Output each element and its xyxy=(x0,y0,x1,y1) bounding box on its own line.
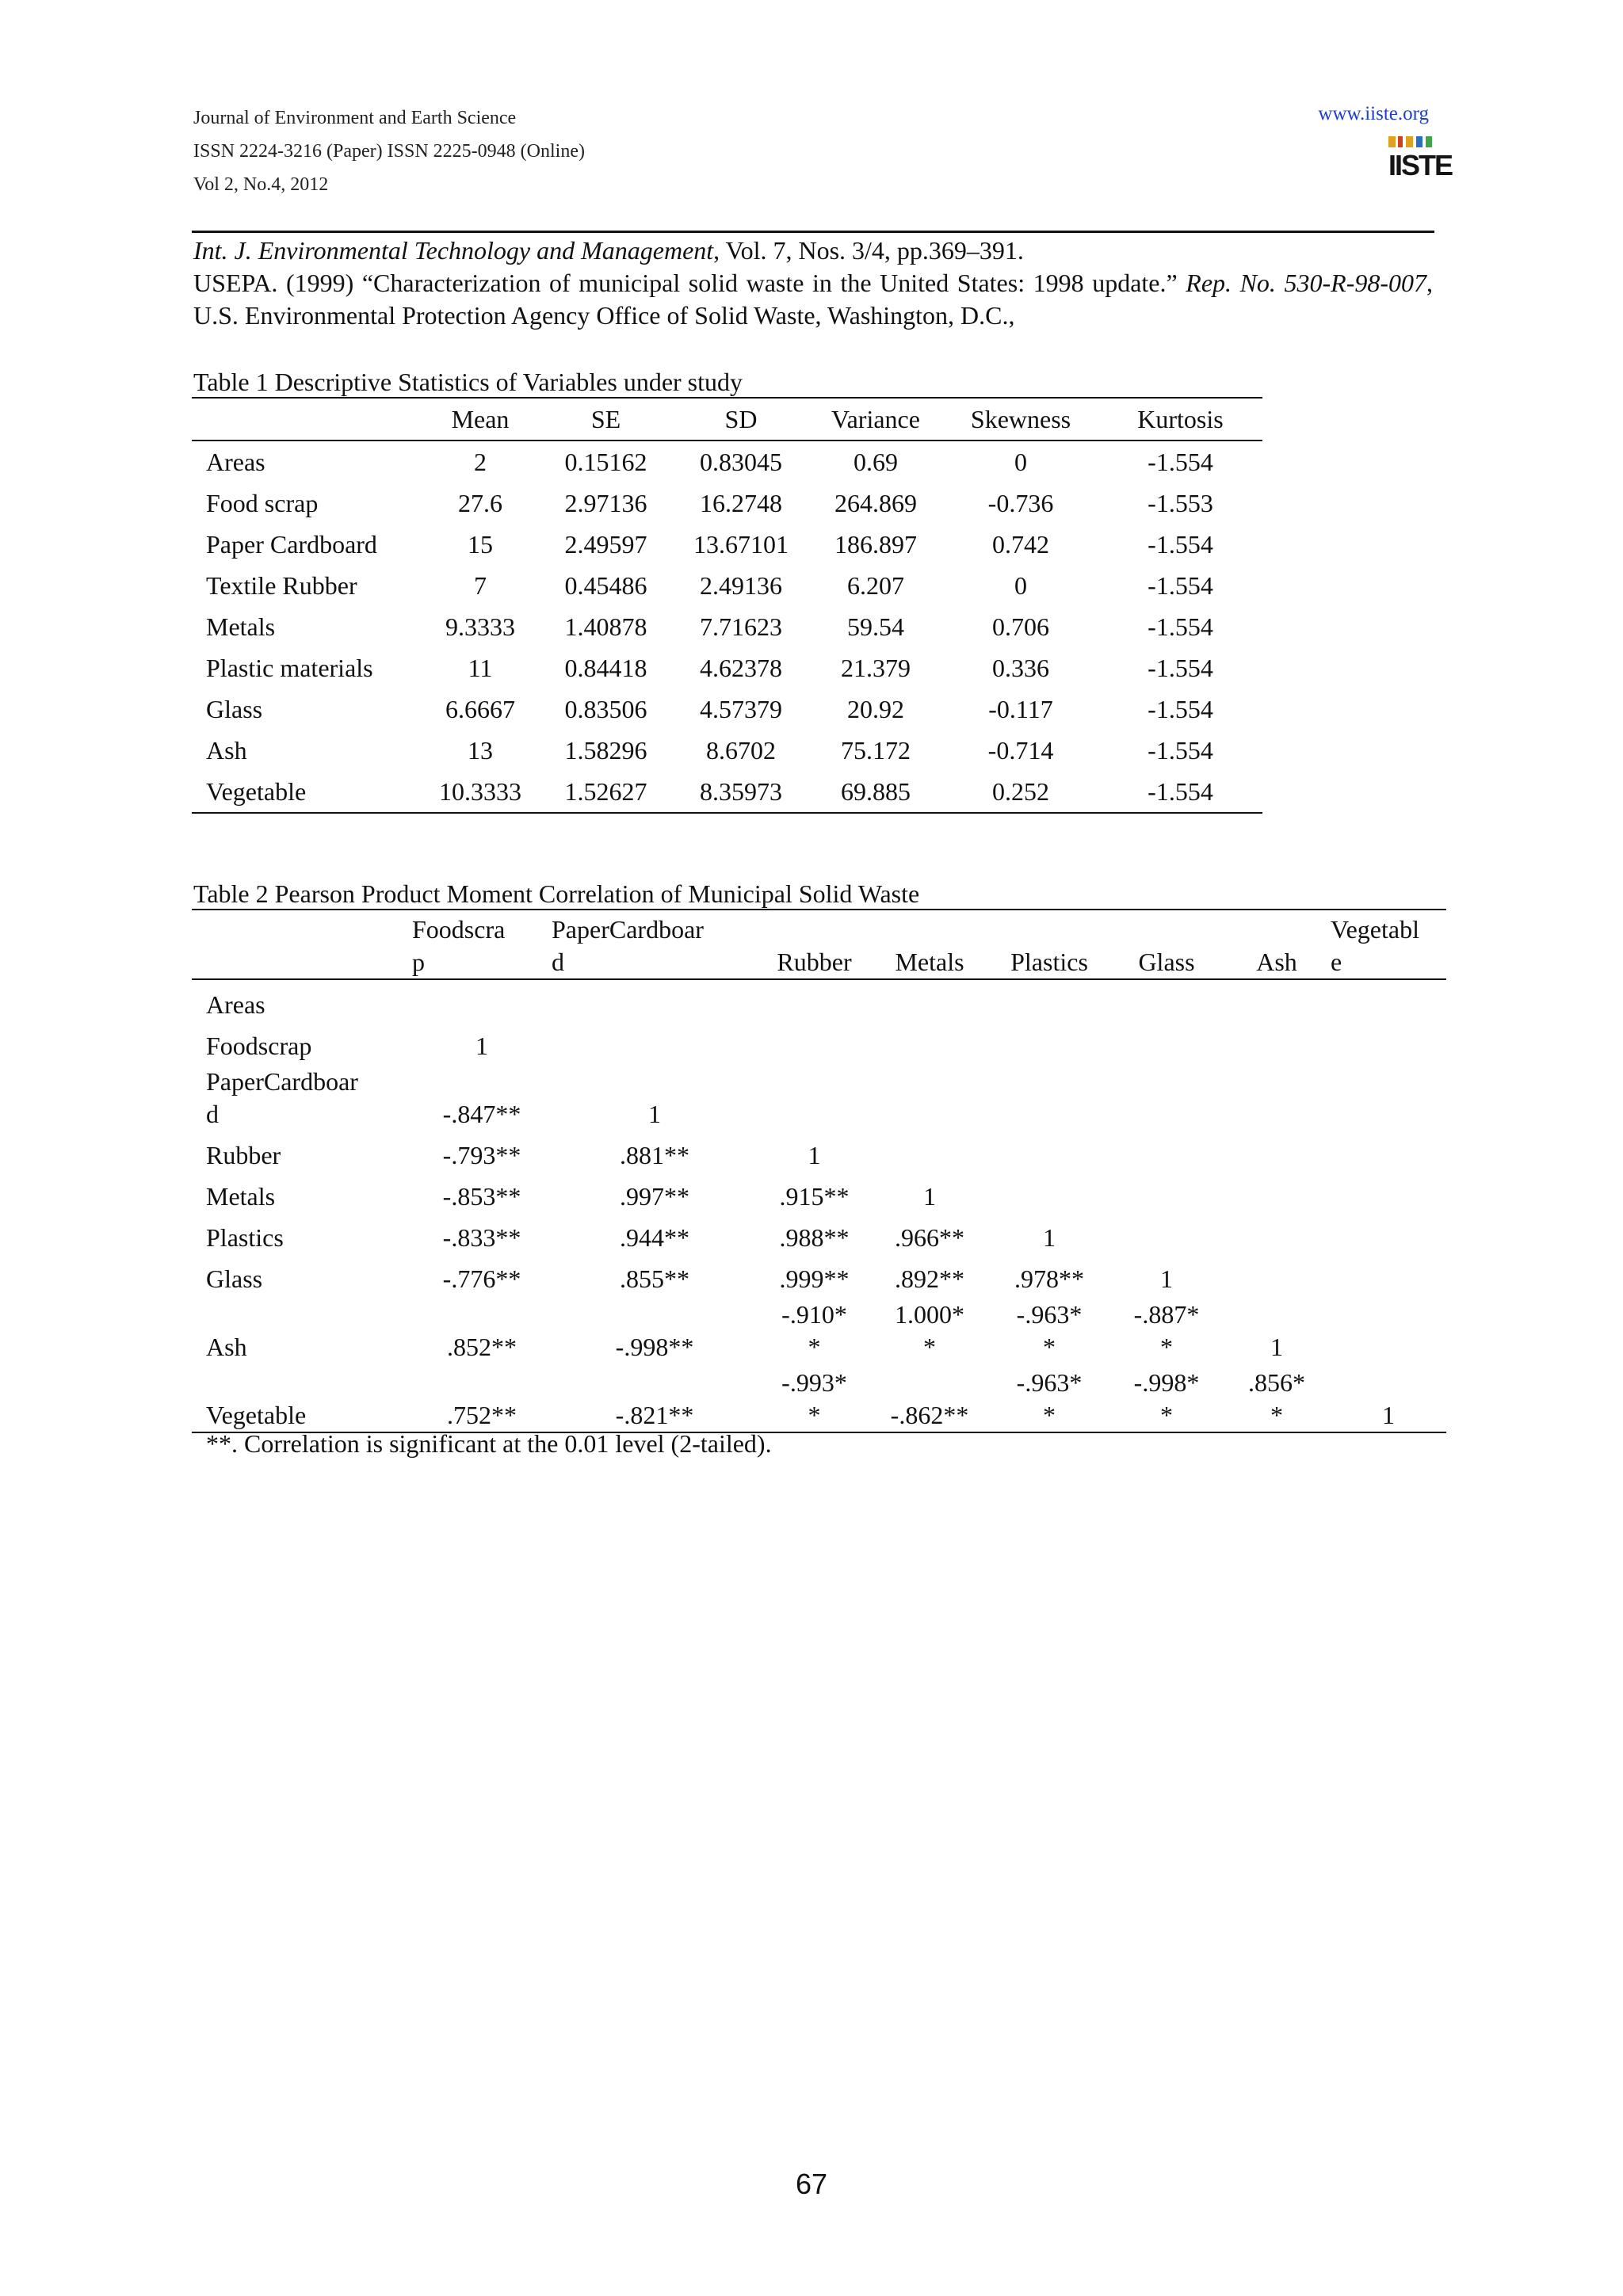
table-cell xyxy=(552,1172,758,1213)
column-header: Mean xyxy=(422,398,538,441)
cell-line: 1 xyxy=(1160,1264,1173,1293)
table-cell: 0.83506 xyxy=(564,694,647,723)
cell-line: .855** xyxy=(620,1264,689,1293)
table-row xyxy=(192,647,1262,688)
table-row xyxy=(192,771,1262,813)
table-cell: 2.49136 xyxy=(700,570,782,600)
references xyxy=(193,235,1433,332)
column-header: Variance xyxy=(808,398,943,441)
table-cell: 0.252 xyxy=(992,776,1049,806)
row-label xyxy=(192,1213,412,1254)
row-label xyxy=(192,1363,412,1432)
cell-line: .752** xyxy=(447,1401,517,1429)
header-cell xyxy=(192,910,412,979)
table-cell: 0.84418 xyxy=(564,653,647,682)
table-cell xyxy=(1223,1172,1331,1213)
table-cell: 2.97136 xyxy=(564,488,647,517)
table-cell: 10.3333 xyxy=(439,776,521,806)
table-cell: 7 xyxy=(474,570,487,600)
table-cell: 0.336 xyxy=(992,653,1049,682)
cell-line: .999** xyxy=(779,1264,850,1293)
cell-line: Areas xyxy=(206,990,265,1019)
cell-line: -.821** xyxy=(615,1401,694,1429)
ref-journal-title: Int. J. Environmental Technology and Management xyxy=(193,236,714,265)
table-cell xyxy=(871,1213,988,1254)
cell-line: 1 xyxy=(648,1100,661,1128)
table-cell: 8.6702 xyxy=(706,735,776,765)
cell-line: * xyxy=(1043,1333,1056,1361)
header-rule xyxy=(192,231,1434,233)
column-header: SE xyxy=(538,398,674,441)
row-label: Areas xyxy=(206,447,265,476)
column-header xyxy=(1110,910,1223,979)
descriptive-statistics-table xyxy=(192,397,1262,814)
table-row xyxy=(192,1172,1446,1213)
table-cell xyxy=(1331,1363,1446,1432)
journal-volume: Vol 2, No.4, 2012 xyxy=(193,174,329,195)
cell-line: Ash xyxy=(206,1333,247,1361)
table-row xyxy=(192,1254,1446,1295)
cell-line: * xyxy=(1043,1401,1056,1429)
cell-line: Foodscra xyxy=(412,915,506,944)
cell-line: -.853** xyxy=(442,1182,521,1211)
row-label xyxy=(192,1021,412,1062)
table-cell xyxy=(1223,1062,1331,1131)
row-label xyxy=(192,1131,412,1172)
row-label: Ash xyxy=(206,735,247,765)
cell-line: -.776** xyxy=(442,1264,521,1293)
table-cell: 0 xyxy=(1014,447,1027,476)
cell-line: Metals xyxy=(206,1182,276,1211)
column-header: Skewness xyxy=(943,398,1098,441)
page-number: 67 xyxy=(795,2168,828,2200)
table-cell xyxy=(758,1295,871,1363)
table-cell: 0.706 xyxy=(992,612,1049,641)
table-cell xyxy=(871,1062,988,1131)
cell-line: p xyxy=(412,948,425,976)
table-cell: 2 xyxy=(474,447,487,476)
table-cell xyxy=(552,1021,758,1062)
row-label: Glass xyxy=(206,694,263,723)
cell-line: .852** xyxy=(447,1333,517,1361)
table-row xyxy=(192,1213,1446,1254)
table-cell xyxy=(988,1213,1110,1254)
table-cell xyxy=(988,1062,1110,1131)
table-cell xyxy=(1223,1254,1331,1295)
cell-line: 1.000* xyxy=(895,1300,964,1329)
table-cell xyxy=(1223,1021,1331,1062)
table-cell xyxy=(1110,1131,1223,1172)
cell-line: 1 xyxy=(1270,1333,1283,1361)
table-cell xyxy=(1331,1131,1446,1172)
table-row xyxy=(192,730,1262,771)
table-cell xyxy=(871,1254,988,1295)
table-row xyxy=(192,1363,1446,1432)
table-cell: 1.52627 xyxy=(564,776,647,806)
journal-name: Journal of Environment and Earth Science xyxy=(193,108,517,128)
ref-journal-details: , Vol. 7, Nos. 3/4, pp.369–391. xyxy=(713,236,1024,265)
table-cell: 8.35973 xyxy=(700,776,782,806)
table-cell xyxy=(1331,1295,1446,1363)
table-cell: 0.15162 xyxy=(564,447,647,476)
table-row xyxy=(192,606,1262,647)
cell-line: Glass xyxy=(206,1264,263,1293)
table-cell xyxy=(412,979,552,1021)
ref-usepa-publisher: , U.S. Environmental Protection Agency Office of Solid Waste, Washington, D.C., xyxy=(193,269,1434,330)
row-label xyxy=(192,1172,412,1213)
table1-caption: Table 1 Descriptive Statistics of Variables under study xyxy=(193,368,743,396)
row-label xyxy=(192,1295,412,1363)
correlation-table xyxy=(192,909,1446,1433)
cell-line: .881** xyxy=(620,1141,689,1169)
cell-line: Vegetable xyxy=(206,1401,307,1429)
table-cell xyxy=(552,1254,758,1295)
table-cell: 21.379 xyxy=(841,653,911,682)
row-label: Metals xyxy=(206,612,276,641)
table-cell: 7.71623 xyxy=(700,612,782,641)
table-cell xyxy=(1110,1062,1223,1131)
table-cell xyxy=(1331,979,1446,1021)
cell-line: * xyxy=(808,1333,821,1361)
cell-line: d xyxy=(552,948,564,976)
cell-line: e xyxy=(1331,948,1342,976)
iiste-logo xyxy=(1387,136,1453,185)
table-cell xyxy=(988,1254,1110,1295)
table-cell: 9.3333 xyxy=(445,612,515,641)
cell-line: .988** xyxy=(779,1223,850,1252)
table-row xyxy=(192,524,1262,565)
cell-line: Rubber xyxy=(777,948,852,976)
logo-color-bars xyxy=(1387,136,1434,149)
table-cell: 6.6667 xyxy=(445,694,515,723)
row-label: Vegetable xyxy=(206,776,307,806)
table-cell: 69.885 xyxy=(841,776,911,806)
table-cell xyxy=(1110,979,1223,1021)
table-cell xyxy=(758,1363,871,1432)
column-header: SD xyxy=(674,398,808,441)
table-cell: 15 xyxy=(468,529,493,559)
table-cell: 59.54 xyxy=(847,612,904,641)
table-row xyxy=(192,1062,1446,1131)
table-cell xyxy=(1110,1254,1223,1295)
cell-line: .997** xyxy=(620,1182,689,1211)
table-cell xyxy=(1331,1254,1446,1295)
cell-line: -.998** xyxy=(615,1333,694,1361)
table-cell: -1.554 xyxy=(1148,776,1213,806)
cell-line: Plastics xyxy=(1010,948,1088,976)
table-cell: 1.40878 xyxy=(564,612,647,641)
table-cell: 2.49597 xyxy=(564,529,647,559)
table-cell: 13.67101 xyxy=(693,529,789,559)
column-header xyxy=(1223,910,1331,979)
cell-line: .944** xyxy=(620,1223,689,1252)
table-cell xyxy=(552,1213,758,1254)
cell-line: -.910* xyxy=(781,1300,847,1329)
table-cell xyxy=(412,1021,552,1062)
cell-line: -.993* xyxy=(781,1368,847,1397)
table-cell: -1.554 xyxy=(1148,529,1213,559)
table-cell: 0 xyxy=(1014,570,1027,600)
table-cell xyxy=(1110,1295,1223,1363)
table-cell: -1.554 xyxy=(1148,653,1213,682)
row-label xyxy=(192,1062,412,1131)
table-cell xyxy=(412,1363,552,1432)
cell-line: 1 xyxy=(475,1032,488,1060)
table-row xyxy=(192,979,1446,1021)
table-header-row xyxy=(192,398,1262,441)
cell-line: -.833** xyxy=(442,1223,521,1252)
table-cell: 16.2748 xyxy=(700,488,782,517)
cell-line: Glass xyxy=(1138,948,1195,976)
cell-line: Plastics xyxy=(206,1223,284,1252)
table-cell xyxy=(1110,1021,1223,1062)
table-cell xyxy=(871,1363,988,1432)
table-cell: -1.554 xyxy=(1148,694,1213,723)
table-cell xyxy=(988,1363,1110,1432)
row-label: Plastic materials xyxy=(206,653,373,682)
table-cell: -1.554 xyxy=(1148,612,1213,641)
row-label xyxy=(192,979,412,1021)
table-cell: -1.554 xyxy=(1148,447,1213,476)
cell-line: 1 xyxy=(808,1141,821,1169)
cell-line: PaperCardboar xyxy=(206,1067,358,1096)
cell-line: -.887* xyxy=(1133,1300,1200,1329)
column-header xyxy=(988,910,1110,979)
column-header xyxy=(871,910,988,979)
table-cell: 0.45486 xyxy=(564,570,647,600)
table-cell xyxy=(1331,1172,1446,1213)
row-label: Textile Rubber xyxy=(206,570,357,600)
table-row xyxy=(192,441,1262,482)
cell-line: 1 xyxy=(1043,1223,1056,1252)
table-cell xyxy=(552,1295,758,1363)
table-row xyxy=(192,1131,1446,1172)
table-cell: -0.117 xyxy=(988,694,1053,723)
column-header xyxy=(758,910,871,979)
table-cell: -1.554 xyxy=(1148,735,1213,765)
cell-line: * xyxy=(808,1401,821,1429)
cell-line: -.847** xyxy=(442,1100,521,1128)
table-row xyxy=(192,482,1262,524)
table-cell: 0.83045 xyxy=(700,447,782,476)
column-header xyxy=(1331,910,1446,979)
reference-usepa xyxy=(193,267,1433,332)
column-header xyxy=(552,910,758,979)
table-cell xyxy=(758,1254,871,1295)
table-row xyxy=(192,565,1262,606)
cell-line: -.963* xyxy=(1016,1300,1083,1329)
table-cell xyxy=(412,1295,552,1363)
table-cell xyxy=(988,1131,1110,1172)
table-cell xyxy=(758,1213,871,1254)
table-row xyxy=(192,1295,1446,1363)
cell-line: Rubber xyxy=(206,1141,281,1169)
table-cell: 0.742 xyxy=(992,529,1049,559)
table-cell xyxy=(412,1213,552,1254)
cell-line: -.963* xyxy=(1016,1368,1083,1397)
column-header xyxy=(412,910,552,979)
logo-text: IISTE xyxy=(1388,149,1453,181)
table-cell xyxy=(988,1172,1110,1213)
ref-usepa-text: USEPA. (1999) “Characterization of municipal solid waste in the United States: 1998 update.” xyxy=(193,269,1186,297)
table-cell xyxy=(758,979,871,1021)
table-cell: -0.736 xyxy=(987,488,1054,517)
header-cell xyxy=(192,398,422,441)
cell-line: d xyxy=(206,1100,219,1128)
reference-line-1 xyxy=(193,235,1433,267)
cell-line: .892** xyxy=(895,1264,964,1293)
significance-note: **. Correlation is significant at the 0.01 level (2-tailed). xyxy=(206,1429,772,1458)
table-cell xyxy=(871,1131,988,1172)
table-cell xyxy=(552,979,758,1021)
table-row xyxy=(192,688,1262,730)
table-row xyxy=(192,1021,1446,1062)
table2-caption: Table 2 Pearson Product Moment Correlation of Municipal Solid Waste xyxy=(193,879,920,908)
table-cell xyxy=(412,1062,552,1131)
table-cell: 4.57379 xyxy=(700,694,782,723)
table-cell xyxy=(758,1062,871,1131)
table-cell xyxy=(1223,1363,1331,1432)
table-cell xyxy=(1331,1213,1446,1254)
table-header-row xyxy=(192,910,1446,979)
table-cell xyxy=(988,1295,1110,1363)
cell-line: .978** xyxy=(1014,1264,1084,1293)
cell-line: Metals xyxy=(895,948,964,976)
table-cell xyxy=(1223,1295,1331,1363)
cell-line: .856* xyxy=(1248,1368,1305,1397)
table-cell: 75.172 xyxy=(841,735,911,765)
table-cell xyxy=(988,979,1110,1021)
row-label xyxy=(192,1254,412,1295)
table-cell xyxy=(552,1131,758,1172)
cell-line: -.862** xyxy=(890,1401,969,1429)
table-cell xyxy=(1223,979,1331,1021)
table-cell xyxy=(1331,1062,1446,1131)
table-cell xyxy=(871,979,988,1021)
cell-line: -.793** xyxy=(442,1141,521,1169)
cell-line: * xyxy=(1160,1401,1173,1429)
table-cell xyxy=(758,1131,871,1172)
cell-line: Vegetabl xyxy=(1331,915,1419,944)
table-cell xyxy=(1223,1213,1331,1254)
table-cell xyxy=(1110,1172,1223,1213)
cell-line: Foodscrap xyxy=(206,1032,312,1060)
table-cell: -1.554 xyxy=(1148,570,1213,600)
table-cell xyxy=(871,1172,988,1213)
cell-line: * xyxy=(923,1333,936,1361)
table-cell: -0.714 xyxy=(987,735,1054,765)
table-cell xyxy=(1331,1021,1446,1062)
cell-line: .915** xyxy=(779,1182,850,1211)
table-cell xyxy=(1110,1213,1223,1254)
column-header: Kurtosis xyxy=(1098,398,1262,441)
table-cell xyxy=(412,1131,552,1172)
table-cell: 6.207 xyxy=(847,570,904,600)
table-cell xyxy=(412,1172,552,1213)
row-label: Food scrap xyxy=(206,488,319,517)
row-label: Paper Cardboard xyxy=(206,529,377,559)
table-cell xyxy=(1223,1131,1331,1172)
journal-url-link[interactable]: www.iiste.org xyxy=(1318,103,1429,124)
table-cell: 1.58296 xyxy=(564,735,647,765)
journal-header xyxy=(193,101,585,201)
journal-issn: ISSN 2224-3216 (Paper) ISSN 2225-0948 (Online) xyxy=(193,141,585,162)
table-cell: 4.62378 xyxy=(700,653,782,682)
table-cell xyxy=(871,1021,988,1062)
table-cell: 11 xyxy=(468,653,493,682)
table-cell xyxy=(1110,1363,1223,1432)
table-cell: 0.69 xyxy=(854,447,898,476)
table-cell xyxy=(552,1062,758,1131)
table-cell xyxy=(552,1363,758,1432)
cell-line: * xyxy=(1270,1401,1283,1429)
table-cell: 13 xyxy=(468,735,493,765)
cell-line: 1 xyxy=(923,1182,936,1211)
table-cell: 27.6 xyxy=(458,488,502,517)
cell-line: PaperCardboar xyxy=(552,915,704,944)
cell-line: Ash xyxy=(1256,948,1297,976)
table-cell xyxy=(871,1295,988,1363)
table-cell: -1.553 xyxy=(1148,488,1213,517)
cell-line: 1 xyxy=(1382,1401,1395,1429)
cell-line: .966** xyxy=(895,1223,964,1252)
table-cell xyxy=(758,1172,871,1213)
ref-report-number: Rep. No. 530-R-98-007 xyxy=(1186,269,1427,297)
table-cell xyxy=(758,1021,871,1062)
table-cell xyxy=(988,1021,1110,1062)
cell-line: -.998* xyxy=(1133,1368,1200,1397)
table-cell: 186.897 xyxy=(834,529,917,559)
cell-line: * xyxy=(1160,1333,1173,1361)
table-cell: 264.869 xyxy=(834,488,917,517)
table-cell: 20.92 xyxy=(847,694,904,723)
table-cell xyxy=(412,1254,552,1295)
